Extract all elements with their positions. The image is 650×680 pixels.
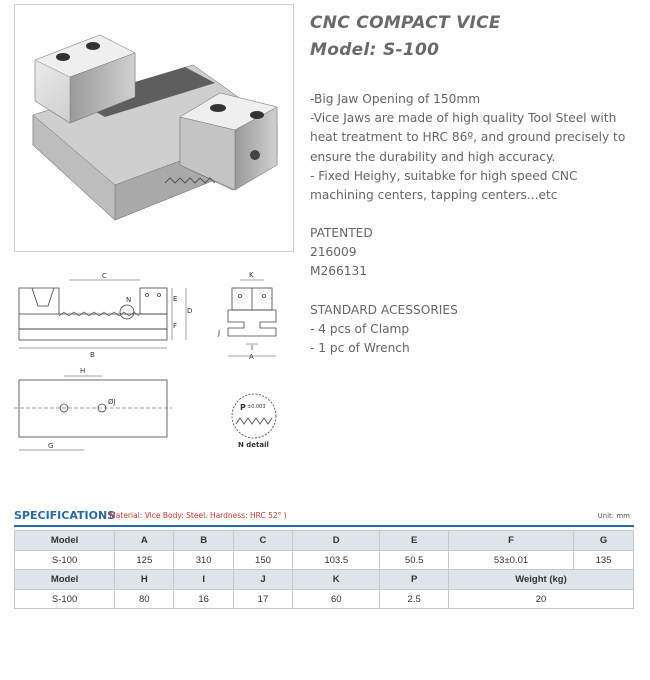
table-cell: S-100 [15, 590, 115, 609]
table-header-row [15, 531, 634, 551]
accessory-item: - 4 pcs of Clamp [310, 322, 410, 336]
table-cell: 20 [448, 590, 633, 609]
table-header-cell: Weight (kg) [448, 570, 633, 590]
table-header-cell: I [174, 570, 233, 590]
table-cell: 150 [233, 551, 292, 570]
table-header-cell: P [380, 570, 449, 590]
table-cell: S-100 [15, 551, 115, 570]
product-model: Model: S-100 [310, 40, 440, 60]
feature-list [310, 90, 640, 205]
label-oj: ØJ [108, 398, 116, 406]
label-j: J [218, 329, 221, 337]
label-d: D [187, 307, 193, 315]
specifications-unit: Unit: mm [597, 512, 630, 520]
table-header-cell: D [293, 531, 380, 551]
table-header-cell: E [380, 531, 449, 551]
accessory-item: - 1 pc of Wrench [310, 341, 410, 355]
label-h: H [80, 367, 86, 375]
patent-number: M266131 [310, 264, 368, 278]
label-i: I [251, 344, 254, 352]
table-cell: 16 [174, 590, 233, 609]
table-header-cell: K [293, 570, 380, 590]
label-c: C [102, 272, 107, 280]
label-k: K [249, 271, 254, 279]
table-row [15, 590, 634, 609]
table-header-cell: C [233, 531, 292, 551]
specifications-title: SPECIFICATIONS [14, 509, 116, 522]
label-a: A [249, 353, 254, 360]
product-title-line1: CNC COMPACT VICE [310, 13, 501, 33]
table-cell: 60 [293, 590, 380, 609]
table-cell: 125 [115, 551, 174, 570]
table-cell: 80 [115, 590, 174, 609]
table-cell: 53±0.01 [448, 551, 573, 570]
specifications-header [14, 509, 634, 525]
n-detail-drawing [228, 390, 284, 450]
patent-number: 216009 [310, 245, 357, 259]
label-g: G [48, 442, 54, 450]
feature-item: - Fixed Heighy, suitabke for high speed CNC machining centers, tapping centers...etc [310, 168, 578, 203]
label-b: B [90, 351, 95, 358]
table-row [15, 551, 634, 570]
label-f: F [173, 322, 178, 330]
label-p: P [240, 403, 246, 412]
specifications-note: ( Material: Vice Body: Steel. Hardness: HRC 52° ) [104, 511, 287, 520]
table-cell: 135 [574, 551, 634, 570]
specifications-divider [14, 525, 634, 527]
n-detail-caption: N detail [238, 441, 269, 449]
accessories-block [310, 301, 458, 358]
table-cell: 2.5 [380, 590, 449, 609]
table-cell: 17 [233, 590, 292, 609]
vice-photo-illustration [15, 5, 293, 251]
table-cell: 103.5 [293, 551, 380, 570]
feature-item: -Big Jaw Opening of 150mm [310, 92, 481, 106]
product-title [310, 10, 501, 64]
specifications-table [14, 530, 634, 609]
top-view-drawing [14, 364, 174, 456]
table-header-cell: B [174, 531, 233, 551]
label-n: N [126, 296, 132, 304]
table-header-cell: J [233, 570, 292, 590]
accessories-heading: STANDARD ACESSORIES [310, 303, 458, 317]
table-header-cell: H [115, 570, 174, 590]
patent-block [310, 224, 373, 281]
table-header-cell: G [574, 531, 634, 551]
label-e: E [173, 295, 178, 303]
table-cell: 310 [174, 551, 233, 570]
front-view-drawing [14, 268, 194, 358]
table-header-cell: Model [15, 531, 115, 551]
table-header-cell: F [448, 531, 573, 551]
table-cell: 50.5 [380, 551, 449, 570]
feature-item: -Vice Jaws are made of high quality Tool Steel with heat treatment to HRC 86º, and ground precisely to ensure the durability and high accuracy. [310, 111, 626, 164]
table-header-cell: Model [15, 570, 115, 590]
side-view-drawing [216, 268, 286, 360]
table-header-row [15, 570, 634, 590]
product-photo [14, 4, 294, 252]
patent-heading: PATENTED [310, 226, 373, 240]
table-header-cell: A [115, 531, 174, 551]
label-p-tolerance: ±0.003 [247, 404, 266, 410]
